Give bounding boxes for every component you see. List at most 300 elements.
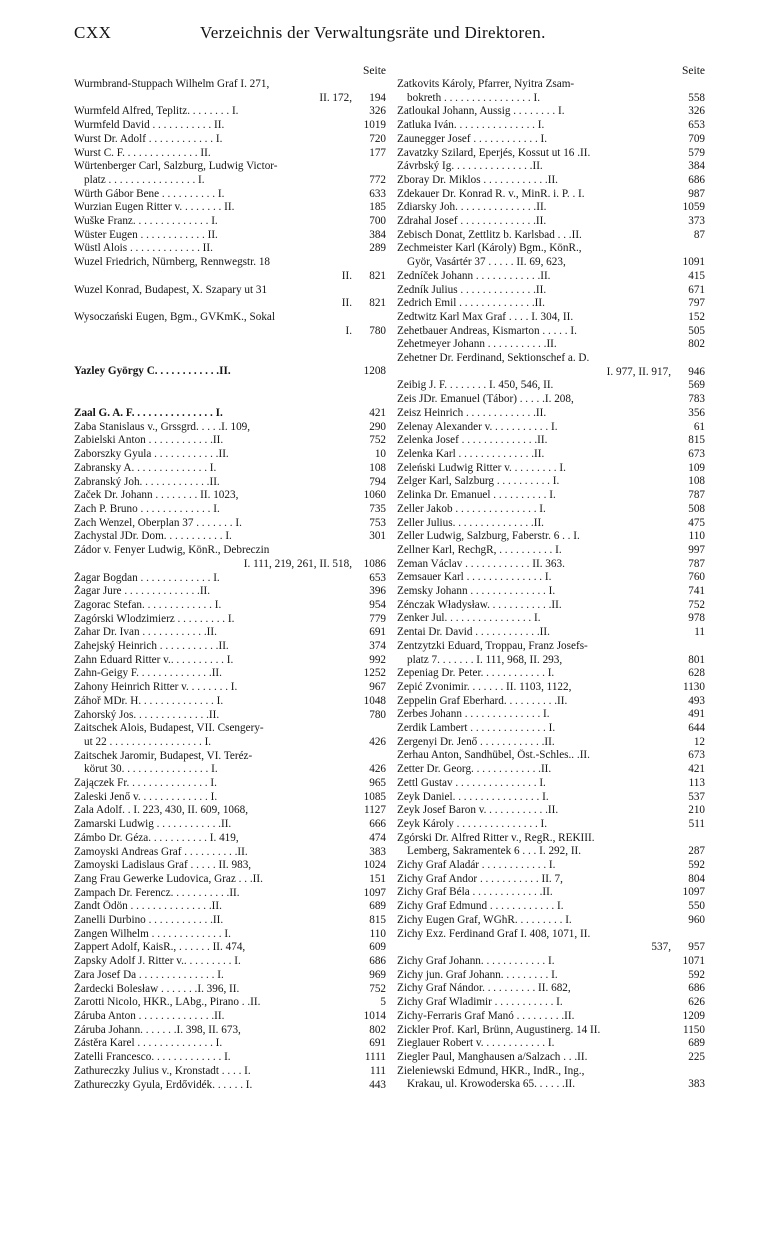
index-entry (74, 1065, 386, 1079)
entry-page-ref: 689 (688, 1037, 705, 1050)
entry-page-ref: 421 (688, 763, 705, 776)
entry-page-ref (356, 722, 386, 736)
entry-text: Zappert Adolf, KaisR., . . . . . . II. 474, (74, 941, 246, 954)
entry-page-ref: 210 (688, 804, 705, 817)
entry-text: Závrbský Ig. . . . . . . . . . . . . . .II. (397, 160, 543, 173)
index-entry (397, 434, 705, 448)
entry-page-ref: 821 (369, 297, 386, 310)
index-entry (397, 475, 705, 489)
entry-text: Wüster Eugen . . . . . . . . . . . . II. (74, 228, 218, 241)
index-entry (397, 599, 705, 613)
entry-page-ref: 787 (688, 557, 705, 570)
entry-text: Wuške Franz. . . . . . . . . . . . . . I. (74, 215, 218, 228)
entry-page-ref: 383 (688, 1078, 705, 1091)
entry-page-ref: 185 (369, 201, 386, 214)
page-header (74, 23, 707, 45)
entry-page-ref: 5 (380, 996, 386, 1009)
entry-page-ref (675, 352, 705, 366)
index-entry (397, 859, 705, 873)
entry-text: Yazley György C. . . . . . . . . . . .II. (74, 365, 231, 378)
index-entry (74, 147, 386, 161)
entry-page-ref: 815 (688, 434, 705, 447)
entry-text: Zedníček Johann . . . . . . . . . . . .II. (397, 269, 551, 282)
entry-page-ref: 1097 (363, 886, 386, 899)
entry-text: Zaitschek Jaromir, Budapest, VI. Teréz- (74, 749, 253, 762)
index-entry (397, 749, 705, 763)
index-entry (74, 626, 386, 640)
entry-text: Zaal G. A. F. . . . . . . . . . . . . . . I. (74, 407, 223, 420)
entry-text: Zamoyski Ladislaus Graf . . . . . II. 983, (74, 859, 252, 872)
entry-page-ref: 1059 (682, 201, 705, 214)
index-entry (397, 791, 705, 805)
entry-page-ref: 426 (369, 735, 386, 748)
entry-page-ref: 801 (688, 653, 705, 666)
entry-page-ref: 997 (688, 543, 705, 556)
entry-text: Žagar Bogdan . . . . . . . . . . . . . I. (74, 571, 220, 584)
section-gap (74, 379, 386, 407)
entry-text: Zeisz Heinrich . . . . . . . . . . . . .II. (397, 406, 547, 419)
entry-text: Wuzel Friedrich, Nürnberg, Rennwegstr. 18 (74, 256, 271, 269)
index-entry (74, 613, 386, 627)
index-entry (74, 92, 386, 106)
entry-text: Zergenyi Dr. Jenő . . . . . . . . . . . .II. (397, 735, 555, 748)
entry-text: Würth Gábor Bene . . . . . . . . . . I. (74, 187, 225, 200)
entry-page-ref: 689 (369, 900, 386, 913)
index-entry (74, 530, 386, 544)
entry-page-ref: 177 (369, 146, 386, 159)
entry-page-ref (675, 640, 705, 654)
entry-text: Zichy Graf Béla . . . . . . . . . . . . .II. (397, 886, 553, 899)
index-entry (397, 379, 705, 393)
index-entry (397, 900, 705, 914)
index-entry (74, 722, 386, 736)
entry-text: Zaborszky Gyula . . . . . . . . . . . .II. (74, 448, 229, 461)
entry-page-ref (356, 750, 386, 764)
entry-page-ref: 550 (688, 900, 705, 913)
index-entry (397, 873, 705, 887)
entry-text: Zala Adolf. . I. 223, 430, II. 609, 1068, (74, 804, 249, 817)
index-entry (74, 133, 386, 147)
entry-text: Lemberg, Sakramentek 6 . . . I. 292, II. (407, 845, 582, 858)
entry-page-ref: 752 (688, 598, 705, 611)
entry-text: Zeis JDr. Emanuel (Tábor) . . . . .I. 208, (397, 393, 574, 406)
entry-page-ref: 957 (688, 941, 705, 954)
entry-page-ref: 421 (369, 407, 386, 420)
entry-text: Zgórski Dr. Alfred Ritter v., RegR., REKIII. (397, 831, 595, 844)
index-entry (397, 338, 705, 352)
index-entry (74, 791, 386, 805)
index-entry (397, 284, 705, 298)
index-entry (74, 1010, 386, 1024)
entry-text: I. (345, 324, 352, 337)
entry-text: Zaitschek Alois, Budapest, VII. Csengery- (74, 722, 264, 735)
index-entry (74, 365, 386, 379)
index-entry (74, 983, 386, 997)
entry-text: Wuzel Konrad, Budapest, X. Szapary ut 31 (74, 283, 268, 296)
index-entry (74, 558, 386, 572)
index-entry (397, 914, 705, 928)
index-entry (397, 1010, 705, 1024)
right-entry-list (397, 78, 705, 1092)
entry-text: Zara Josef Da . . . . . . . . . . . . . . I. (74, 968, 224, 981)
index-entry (74, 695, 386, 709)
index-entry (397, 818, 705, 832)
index-entry (74, 832, 386, 846)
entry-text: Zepić Zvonimir. . . . . . . II. 1103, 1122, (397, 680, 572, 693)
entry-page-ref: 326 (369, 105, 386, 118)
entry-page-ref: 12 (693, 735, 705, 748)
entry-text: Zichy-Ferraris Graf Manó . . . . . . . . .II. (397, 1009, 575, 1022)
entry-text: Zichy Eugen Graf, WGhR. . . . . . . . . I. (397, 913, 572, 926)
entry-text: Zathureczky Gyula, Erdővidék. . . . . . I. (74, 1078, 253, 1091)
entry-text: Zanelli Durbino . . . . . . . . . . . .II. (74, 914, 224, 927)
index-entry (397, 558, 705, 572)
entry-text: Wurmfeld David . . . . . . . . . . . II. (74, 119, 225, 132)
entry-text: Zang Frau Gewerke Ludovica, Graz . . .II. (74, 872, 263, 885)
entry-text: Zerdik Lambert . . . . . . . . . . . . . . I. (397, 722, 556, 735)
entry-page-ref (356, 311, 386, 325)
entry-page-ref: 1014 (363, 1010, 386, 1022)
index-entry (397, 78, 705, 92)
entry-page-ref: 965 (369, 777, 386, 790)
entry-page-ref: 780 (369, 324, 386, 337)
entry-text: Zaunegger Josef . . . . . . . . . . . . I. (397, 132, 548, 145)
entry-text: Zerbes Johann . . . . . . . . . . . . . . I. (397, 708, 550, 721)
index-entry (397, 462, 705, 476)
entry-text: Zahorský Jos. . . . . . . . . . . . . .II. (74, 708, 220, 721)
index-entry (397, 1051, 705, 1065)
index-entry (74, 599, 386, 613)
entry-text: Zarotti Nicolo, HKR., LAbg., Pirano . .II. (74, 996, 261, 1009)
entry-text: Zatkovits Károly, Pfarrer, Nyitra Zsam- (397, 78, 575, 90)
entry-page-ref: 946 (688, 365, 705, 378)
entry-text: Zandt Ödön . . . . . . . . . . . . . . .II. (74, 900, 222, 913)
index-entry (397, 585, 705, 599)
index-entry (74, 489, 386, 503)
index-entry (74, 311, 386, 325)
entry-page-ref: 301 (369, 530, 386, 543)
seite-label: Seite (682, 65, 705, 77)
index-entry (74, 941, 386, 955)
entry-text: Wysoczański Eugen, Bgm., GVKmK., Sokal (74, 310, 275, 323)
index-entry (74, 462, 386, 476)
entry-text: Zástěra Karel . . . . . . . . . . . . . . I. (74, 1037, 223, 1050)
entry-text: Zeller Ludwig, Salzburg, Faberstr. 6 . . I. (397, 530, 580, 543)
index-entry (397, 886, 705, 900)
index-entry (74, 174, 386, 188)
index-entry (397, 640, 705, 654)
index-entry (397, 722, 705, 736)
entry-page-ref: 804 (688, 872, 705, 885)
entry-text: Zichy Graf Andor . . . . . . . . . . . II. 7, (397, 872, 563, 885)
entry-text: Zachystal JDr. Dom. . . . . . . . . . . I. (74, 530, 232, 543)
index-entry (74, 297, 386, 311)
index-entry (397, 530, 705, 544)
entry-text: Zichy Graf Wladimir . . . . . . . . . . . I. (397, 996, 563, 1009)
entry-page-ref: 537 (688, 790, 705, 803)
entry-page-ref: 787 (688, 489, 705, 502)
entry-page-ref: 493 (688, 694, 705, 707)
entry-page-ref (675, 832, 705, 846)
entry-text: Žardecki Bolesław . . . . . . .I. 396, II. (74, 982, 240, 995)
entry-text: platz 7. . . . . . . I. 111, 968, II. 293, (407, 653, 563, 666)
entry-page-ref: 287 (688, 845, 705, 858)
entry-text: Zamoyski Andreas Graf . . . . . . . . . .II. (74, 845, 248, 858)
entry-page-ref: 686 (688, 982, 705, 995)
entry-page-ref: 110 (688, 530, 705, 543)
index-entry (397, 777, 705, 791)
entry-text: Zavatzky Szilard, Eperjés, Kossut ut 16 .II. (397, 146, 591, 159)
entry-page-ref: 194 (369, 91, 386, 104)
entry-page-ref: 508 (688, 502, 705, 515)
index-entry (74, 955, 386, 969)
entry-page-ref: 653 (369, 571, 386, 584)
entry-text: Zabielski Anton . . . . . . . . . . . .II. (74, 434, 224, 447)
entry-page-ref: 673 (688, 447, 705, 460)
index-entry (397, 544, 705, 558)
entry-page-ref: 491 (688, 708, 705, 721)
entry-page-ref: 686 (369, 955, 386, 968)
entry-page-ref: 592 (688, 859, 705, 872)
index-entry (74, 503, 386, 517)
entry-text: Zathureczky Julius v., Kronstadt . . . . I. (74, 1064, 251, 1077)
entry-text: Wurst Dr. Adolf . . . . . . . . . . . . I. (74, 132, 223, 145)
entry-text: Zboray Dr. Miklos . . . . . . . . . . . .II. (397, 173, 558, 186)
entry-page-ref (675, 928, 705, 942)
entry-page-ref: 802 (688, 338, 705, 351)
entry-page-ref: 666 (369, 818, 386, 831)
entry-page-ref: 628 (688, 667, 705, 680)
entry-text: Zahn Eduard Ritter v.. . . . . . . . . . I. (74, 653, 234, 666)
index-entry (397, 147, 705, 161)
entry-page-ref: 592 (688, 968, 705, 981)
index-entry (74, 667, 386, 681)
entry-text: Záruba Johann. . . . . . .I. 398, II. 673, (74, 1023, 241, 1036)
entry-text: ut 22 . . . . . . . . . . . . . . . . . I. (84, 735, 212, 748)
entry-page-ref: 967 (369, 681, 386, 694)
entry-text: Ziegler Paul, Manghausen a/Salzach . . .II. (397, 1050, 588, 1063)
left-column (74, 64, 386, 1092)
entry-page-ref: 783 (688, 393, 705, 406)
entry-page-ref: 802 (369, 1023, 386, 1036)
entry-page-ref: 383 (369, 845, 386, 858)
entry-text: Zedrich Emil . . . . . . . . . . . . . .II. (397, 297, 545, 310)
entry-page-ref: 326 (688, 105, 705, 118)
entry-text: Zehetbauer Andreas, Kismarton . . . . . I. (397, 324, 577, 337)
entry-page-ref: 152 (688, 310, 705, 323)
index-entry (74, 119, 386, 133)
entry-page-ref: 797 (688, 297, 705, 310)
entry-page-ref: 1097 (682, 886, 705, 899)
entry-text: platz . . . . . . . . . . . . . . . . I. (84, 173, 205, 186)
entry-text: Krakau, ul. Krowoderska 65. . . . . .II. (407, 1078, 576, 1091)
entry-page-ref: 558 (688, 91, 705, 104)
entry-page-ref: 505 (688, 324, 705, 337)
entry-page-ref: 954 (369, 598, 386, 611)
entry-text: Zieglauer Robert v. . . . . . . . . . . . I. (397, 1037, 555, 1050)
entry-text: Wurzian Eugen Ritter v. . . . . . . . II. (74, 201, 235, 214)
index-entry (74, 242, 386, 256)
entry-text: Zickler Prof. Karl, Brünn, Augustinerg. 14 II. (397, 1023, 601, 1036)
index-entry (397, 996, 705, 1010)
entry-page-ref: 396 (369, 585, 386, 598)
page-title: Verzeichnis der Verwaltungsräte und Direktoren. (200, 23, 546, 42)
index-entry (74, 517, 386, 531)
entry-page-ref: 609 (369, 941, 386, 954)
entry-text: Záhoř MDr. H. . . . . . . . . . . . . . I. (74, 694, 224, 707)
entry-text: Žagar Jure . . . . . . . . . . . . . .II. (74, 585, 211, 598)
index-entry (397, 407, 705, 421)
entry-page-ref: 1252 (363, 667, 386, 680)
index-entry (74, 654, 386, 668)
entry-text: Zichy Graf Johann. . . . . . . . . . . . I. (397, 955, 555, 967)
index-entry (397, 955, 705, 969)
entry-text: Zabranský Joh. . . . . . . . . . . . .II. (74, 475, 220, 488)
entry-page-ref: 10 (374, 448, 386, 461)
index-entry (397, 174, 705, 188)
entry-text: Zahar Dr. Ivan . . . . . . . . . . . .II. (74, 626, 217, 639)
index-entry (74, 859, 386, 873)
entry-page-ref: 1130 (683, 680, 705, 693)
entry-text: Wurst C. F. . . . . . . . . . . . . . II. (74, 146, 211, 159)
entry-page-ref: 772 (369, 173, 386, 186)
entry-page-ref: 11 (694, 626, 705, 639)
entry-page-ref: 633 (369, 187, 386, 200)
entry-page-ref: 113 (688, 776, 705, 789)
entry-text: Zahejský Heinrich . . . . . . . . . . .II. (74, 640, 229, 653)
entry-text: II. 172, (319, 91, 352, 104)
index-entry (397, 1065, 705, 1079)
index-entry (74, 160, 386, 174)
index-entry (74, 818, 386, 832)
index-entry (74, 1079, 386, 1093)
index-entry (397, 654, 705, 668)
index-entry (74, 750, 386, 764)
entry-page-ref (675, 78, 705, 92)
entry-text: Zetter Dr. Georg. . . . . . . . . . . . .II. (397, 763, 552, 776)
entry-text: Zeleński Ludwig Ritter v. . . . . . . . . I. (397, 461, 566, 474)
entry-page-ref: 356 (688, 406, 705, 419)
index-entry (74, 996, 386, 1010)
index-entry (74, 188, 386, 202)
entry-page-ref: 779 (369, 612, 386, 625)
entry-page-ref: 290 (369, 420, 386, 433)
entry-text: Zagorac Stefan. . . . . . . . . . . . . I. (74, 598, 222, 611)
index-entry (397, 242, 705, 256)
entry-page-ref: 151 (369, 872, 386, 885)
entry-text: Zelenka Karl . . . . . . . . . . . . . .II. (397, 447, 545, 460)
index-entry (74, 900, 386, 914)
entry-text: Zahony Heinrich Ritter v. . . . . . . . I. (74, 681, 238, 694)
entry-page-ref: 752 (369, 982, 386, 995)
entry-text: Zach Wenzel, Oberplan 37 . . . . . . . I. (74, 516, 242, 529)
index-entry (397, 928, 705, 942)
index-entry (397, 626, 705, 640)
entry-page-ref: 815 (369, 914, 386, 927)
index-entry (74, 804, 386, 818)
entry-page-ref: 960 (688, 913, 705, 926)
index-entry (397, 92, 705, 106)
entry-page-ref: 978 (688, 612, 705, 625)
index-entry (74, 1051, 386, 1065)
entry-text: Začek Dr. Johann . . . . . . . . II. 1023, (74, 489, 239, 502)
entry-page-ref: 671 (688, 283, 705, 296)
entry-text: Zedník Julius . . . . . . . . . . . . . .II. (397, 283, 547, 296)
index-entry (74, 681, 386, 695)
index-entry (397, 804, 705, 818)
entry-text: Würtenberger Carl, Salzburg, Ludwig Victor- (74, 160, 278, 173)
entry-page-ref: 108 (688, 475, 705, 488)
entry-text: Zelger Karl, Salzburg . . . . . . . . . . I. (397, 475, 560, 488)
entry-text: I. 977, II. 917, (606, 365, 671, 378)
entry-text: Zatluka Iván. . . . . . . . . . . . . . . I. (397, 119, 545, 132)
index-entry (397, 393, 705, 407)
entry-page-ref: 1091 (682, 256, 705, 269)
index-entry (74, 585, 386, 599)
index-entry (397, 1037, 705, 1051)
entry-page-ref: 1086 (363, 557, 386, 570)
entry-text: Zehetner Dr. Ferdinand, Sektionschef a. D. (397, 352, 590, 365)
entry-page-ref: 474 (369, 831, 386, 844)
entry-text: Zichy Graf Aladár . . . . . . . . . . . . I. (397, 859, 556, 872)
entry-text: Zellner Karl, RechgR, . . . . . . . . . . I. (397, 543, 562, 556)
index-entry (397, 517, 705, 531)
index-entry (74, 476, 386, 490)
entry-text: Zichy Graf Edmund . . . . . . . . . . . . I. (397, 900, 564, 913)
entry-text: Györ, Vasártér 37 . . . . . II. 69, 623, (407, 256, 566, 269)
entry-page-ref: 1085 (363, 790, 386, 803)
index-entry (74, 215, 386, 229)
entry-page-ref (675, 1065, 705, 1079)
index-entry (397, 366, 705, 380)
entry-page-ref: 1060 (363, 489, 386, 502)
index-entry (74, 1037, 386, 1051)
index-entry (397, 667, 705, 681)
entry-page-ref: 108 (369, 461, 386, 474)
index-entry (74, 434, 386, 448)
index-entry (74, 736, 386, 750)
entry-text: Zentzytzki Eduard, Troppau, Franz Josefs- (397, 639, 588, 652)
entry-page-ref: 1208 (363, 365, 386, 378)
entry-page-ref: 644 (688, 722, 705, 735)
index-entry (397, 1024, 705, 1038)
index-entry (74, 421, 386, 435)
index-entry (397, 160, 705, 174)
entry-page-ref: 1071 (682, 955, 705, 967)
index-entry (397, 188, 705, 202)
index-entry (397, 503, 705, 517)
index-entry (397, 736, 705, 750)
entry-text: Zapsky Adolf J. Ritter v.. . . . . . . . . I. (74, 955, 241, 968)
index-entry (74, 846, 386, 860)
entry-text: Zelinka Dr. Emanuel . . . . . . . . . . I. (397, 489, 556, 502)
entry-page-ref: 969 (369, 968, 386, 981)
entry-text: Zénczak Władysław. . . . . . . . . . . .II. (397, 598, 562, 611)
entry-text: Zechmeister Karl (Károly) Bgm., KönR., (397, 242, 582, 255)
entry-text: Zatelli Francesco. . . . . . . . . . . . . I. (74, 1051, 231, 1064)
index-entry (74, 928, 386, 942)
index-entry (397, 215, 705, 229)
entry-text: Zangen Wilhelm . . . . . . . . . . . . . I. (74, 927, 231, 940)
entry-page-ref: 753 (369, 516, 386, 529)
entry-page-ref: 426 (369, 763, 386, 776)
index-entry (397, 763, 705, 777)
entry-page-ref: 415 (688, 269, 705, 282)
index-entry (397, 119, 705, 133)
index-entry (397, 297, 705, 311)
entry-text: körut 30. . . . . . . . . . . . . . . . I. (84, 763, 218, 776)
entry-text: Zepeniag Dr. Peter. . . . . . . . . . . . I. (397, 667, 555, 680)
